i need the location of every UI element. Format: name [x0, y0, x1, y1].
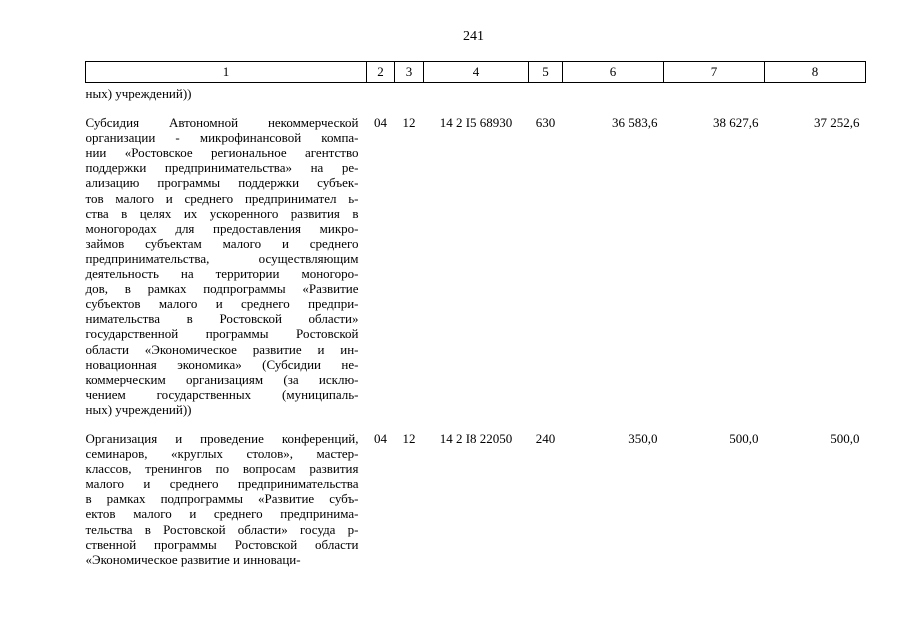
row-2-expense-type: 240: [535, 430, 556, 446]
row-2-section: 04: [374, 430, 387, 446]
name-line: моногородах для предоставления микро-: [85, 220, 359, 236]
row-2-target-code: 14 2 I8 22050: [439, 430, 513, 446]
header-col-8: 8: [765, 62, 866, 83]
page-number: 241: [463, 29, 484, 44]
name-line: Субсидия Автономной некоммерческой: [85, 115, 359, 131]
continuation-row: [86, 83, 866, 102]
row-1-name: [86, 115, 367, 417]
row-2-subsection: 12: [402, 430, 416, 446]
header-col-2: 2: [367, 62, 395, 83]
header-row: [86, 62, 866, 83]
row-1-subsection: 12: [402, 115, 416, 131]
row-1-amount-col8: 37 252,6: [814, 115, 860, 131]
name-line: государственной программы Ростовской: [85, 326, 359, 342]
name-line: ных) учреждений)): [85, 401, 192, 417]
name-line: коммерческим организациям (за исклю-: [85, 371, 359, 387]
name-line: в рамках подпрограммы «Развитие субъ-: [85, 491, 359, 507]
name-line: поддержки предпринимательства» на ре-: [85, 160, 359, 176]
name-line: деятельность на территории моногоро-: [85, 266, 359, 282]
header-col-1: 1: [86, 62, 367, 83]
header-col-4: 4: [424, 62, 529, 83]
name-line: области «Экономическое развитие и ин-: [85, 341, 359, 357]
row-2-name: [86, 431, 367, 567]
header-col-3: 3: [395, 62, 424, 83]
row-1-amount-col6: 36 583,6: [612, 115, 658, 131]
budget-table: [85, 61, 866, 567]
row-1-section: 04: [374, 115, 387, 131]
header-col-7: 7: [664, 62, 765, 83]
row-2-amount-col8: 500,0: [830, 430, 860, 446]
row-1-expense-type: 630: [535, 115, 556, 131]
name-line: классов, тренингов по вопросам развития: [85, 461, 359, 477]
header-col-6: 6: [563, 62, 664, 83]
row-2-amount-col6: 350,0: [628, 430, 658, 446]
name-line: тельства в Ростовской области» госуда р-: [85, 521, 359, 537]
name-line: новационная экономика» (Субсидии не-: [85, 356, 359, 372]
name-line: предпринимательства, осуществляющим: [85, 250, 359, 266]
name-line: малого и среднего предпринимательства: [85, 476, 359, 492]
name-line: нии «Ростовское региональное агентство: [85, 145, 359, 161]
table-row: [86, 431, 866, 567]
name-line: нимательства в Ростовской области»: [85, 311, 359, 327]
name-line: ализацию программы поддержки субъек-: [85, 175, 359, 191]
header-col-5: 5: [529, 62, 563, 83]
name-line: ектов малого и среднего предпринима-: [85, 506, 359, 522]
name-line: чением государственных (муниципаль-: [85, 386, 359, 402]
name-line: семинаров, «круглых столов», мастер-: [85, 446, 359, 462]
name-line: организации - микрофинансовой компа-: [85, 130, 359, 146]
name-line: ства в целях их ускоренного развития в: [85, 205, 359, 221]
name-line: тов малого и среднего предпринимател ь-: [85, 190, 359, 206]
row-1-amount-col7: 38 627,6: [713, 115, 759, 131]
name-line: ственной программы Ростовской области: [85, 536, 359, 552]
name-line: «Экономическое развитие и инноваци-: [85, 551, 301, 567]
row-1-target-code: 14 2 I5 68930: [439, 115, 513, 131]
name-line: дов, в рамках подпрограммы «Развитие: [85, 281, 359, 297]
continuation-text: ных) учреждений)): [85, 86, 192, 101]
name-line: субъектов малого и среднего предпри-: [85, 296, 359, 312]
name-line: Организация и проведение конференций,: [85, 430, 359, 446]
table-row: [86, 115, 866, 417]
row-2-amount-col7: 500,0: [729, 430, 759, 446]
name-line: займов субъектам малого и среднего: [85, 235, 359, 251]
